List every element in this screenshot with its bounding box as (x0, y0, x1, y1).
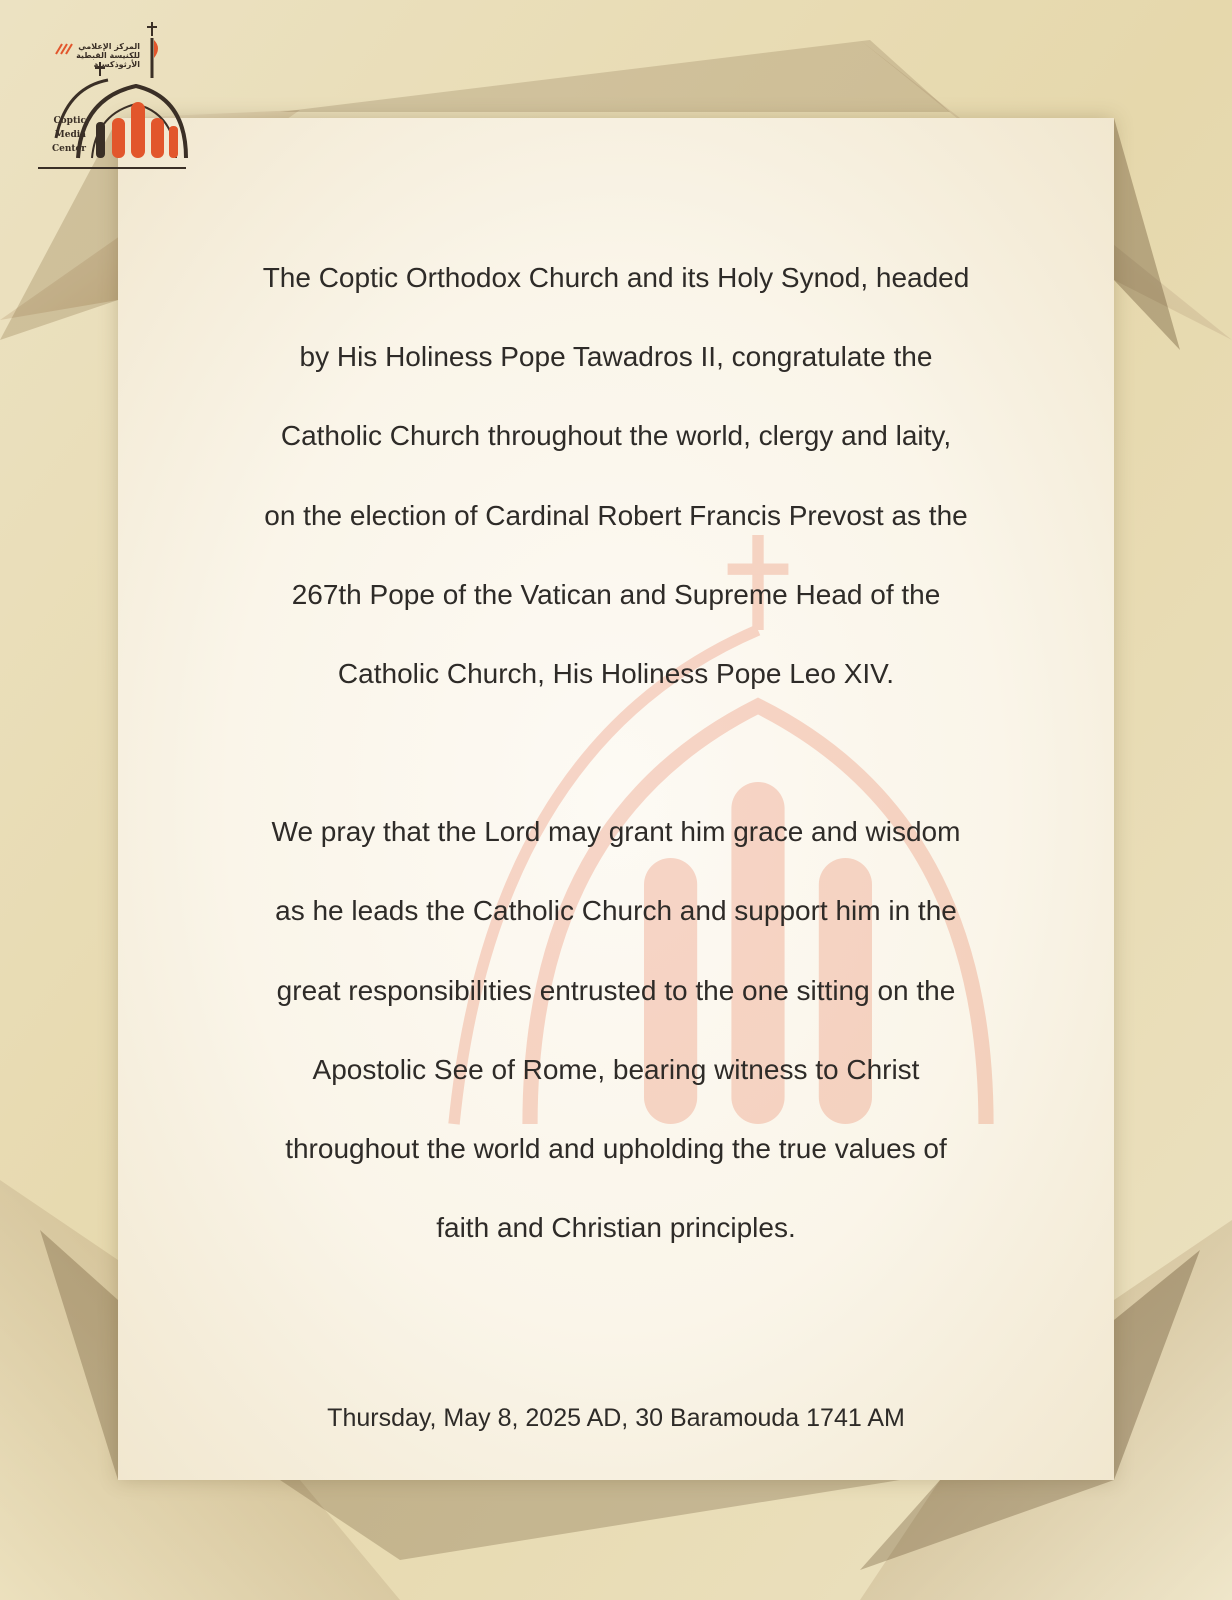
statement-line: as he leads the Catholic Church and support him in the (275, 895, 957, 927)
statement-line: Apostolic See of Rome, bearing witness to Christ (312, 1053, 920, 1085)
statement-line: throughout the world and upholding the true values of (285, 1133, 947, 1165)
statement-line: great responsibilities entrusted to the one sitting on the (276, 974, 956, 1006)
statement-line: 267th Pope of the Vatican and Supreme Head of the (291, 578, 941, 610)
logo-line-media: Media (54, 130, 86, 140)
statement-date: Thursday, May 8, 2025 AD, 30 Baramouda 1741 AM (327, 1404, 905, 1432)
coptic-media-center-logo (36, 18, 192, 178)
logo-line-center: Center (51, 144, 86, 154)
paragraph-spacer (150, 713, 1082, 792)
logo-line-coptic: Coptic (53, 116, 86, 126)
statement-paragraph-2 (150, 792, 1082, 1267)
statement-line: on the election of Cardinal Robert Francis Prevost as the (264, 499, 968, 531)
statement-line: Catholic Church throughout the world, clergy and laity, (280, 420, 952, 452)
statement-line: Catholic Church, His Holiness Pope Leo XIV. (337, 658, 895, 690)
statement-line: The Coptic Orthodox Church and its Holy Synod, headed (262, 262, 970, 293)
statement-paragraph-1 (150, 238, 1082, 713)
logo-arabic-name: المركز الإعلامي للكنيسة القبطية الأرثوذكسية (76, 42, 140, 69)
statement-line: We pray that the Lord may grant him grace and wisdom (271, 816, 961, 848)
statement-line: faith and Christian principles. (436, 1212, 796, 1244)
logo-wordmark (36, 114, 86, 156)
statement-line: by His Holiness Pope Tawadros II, congratulate the (299, 341, 933, 373)
statement-body (150, 238, 1082, 1267)
